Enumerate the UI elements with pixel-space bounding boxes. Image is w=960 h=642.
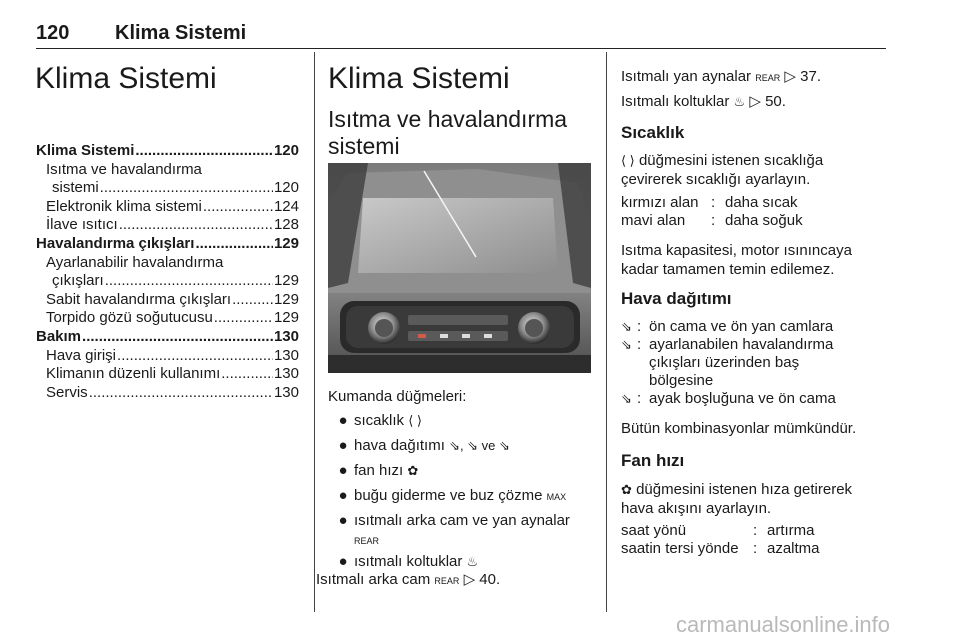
section-title: Klima Sistemi xyxy=(328,62,510,95)
page-ref-icon: ▷ xyxy=(784,68,796,85)
defrost-icon: MAX xyxy=(546,492,567,502)
list-item: ● fan hızı ✿ xyxy=(338,462,419,479)
footwell-airflow-icon: ⇘ xyxy=(621,391,632,406)
fan-speed-heading: Fan hızı xyxy=(621,451,685,470)
toc-entry[interactable]: Bakım ..... 130 xyxy=(36,328,299,347)
controls-intro: Kumanda düğmeleri: xyxy=(328,388,467,405)
rear-window-heater-icon: REAR xyxy=(354,536,380,546)
temperature-table xyxy=(621,194,881,230)
list-item: ● ısıtmalı koltuklar ♨ xyxy=(338,553,479,570)
climate-control-panel-photo xyxy=(328,163,591,373)
temperature-heading: Sıcaklık xyxy=(621,123,685,142)
fan-icon: ✿ xyxy=(621,482,632,497)
seats-ref: Isıtmalı koltuklar ♨ ▷ 50. xyxy=(621,93,786,110)
toc-entry[interactable]: Ayarlanabilir havalandırma xyxy=(46,253,224,271)
table-row: mavi alan : daha soğuk xyxy=(621,212,803,229)
mirrors-ref: Isıtmalı yan aynalar REAR ▷ 37. xyxy=(621,67,821,88)
subsection-title: Isıtma ve havalandırma sistemi xyxy=(328,106,568,159)
fan-icon: ✿ xyxy=(407,463,419,478)
list-item: ● sıcaklık ⟨ ⟩ xyxy=(338,412,422,429)
rear-window-heater-icon: REAR xyxy=(755,73,781,83)
toc-entry[interactable]: Klima Sistemi ..... 120 xyxy=(36,142,299,161)
heated-seat-icon: ♨ xyxy=(466,554,479,569)
toc-entry[interactable]: çıkışları ..... 129 xyxy=(36,272,299,291)
toc-entry[interactable]: Sabit havalandırma çıkışları ..... 129 xyxy=(36,291,299,310)
column-divider-2 xyxy=(606,52,607,612)
page-number: 120 xyxy=(36,22,70,44)
table-row: saatin tersi yönde : azaltma xyxy=(621,540,820,557)
toc-entry[interactable]: Klimanın düzenli kullanımı ..... 130 xyxy=(36,365,299,384)
temperature-icon: ⟨ ⟩ xyxy=(408,413,422,428)
toc-entry[interactable]: Torpido gözü soğutucusu ..... 129 xyxy=(36,309,299,328)
list-item: ● ısıtmalı arka cam ve yan aynalar REAR xyxy=(332,511,602,552)
controls-list xyxy=(332,411,602,577)
page-ref-icon: ▷ xyxy=(749,93,761,110)
heating-note: Isıtma kapasitesi, motor ısınıncaya kadar tamamen temin edilemez. xyxy=(621,242,852,278)
table-row: kırmızı alan : daha sıcak xyxy=(621,194,798,211)
air-distribution-table xyxy=(621,318,886,408)
heated-seat-icon: ♨ xyxy=(733,94,746,109)
air-distribution-heading: Hava dağıtımı xyxy=(621,289,732,308)
table-row: ⇘ : ayak boşluğuna ve ön cama xyxy=(621,390,836,407)
table-row: saat yönü : artırma xyxy=(621,522,815,539)
windscreen-airflow-icon: ⇘ xyxy=(621,319,632,334)
table-row: ⇘ : ayarlanabilen havalandırma çıkışları üzerinden baş bölgesine xyxy=(621,336,834,389)
combinations-note: Bütün kombinasyonlar mümkündür. xyxy=(621,420,857,437)
list-item: ● hava dağıtımı ⇘, ⇘ ve ⇘ xyxy=(338,437,510,454)
fan-speed-table xyxy=(621,522,886,558)
watermark: carmanualsonline.info xyxy=(676,612,891,637)
toc-entry[interactable]: Hava girişi ..... 130 xyxy=(36,347,299,366)
fan-speed-text: ✿ düğmesini istenen hıza getirerek hava akışını ayarlayın. xyxy=(621,481,853,517)
column-divider-1 xyxy=(314,52,315,612)
toc-entry[interactable]: Havalandırma çıkışları ..... 129 xyxy=(36,235,299,254)
temperature-icon: ⟨ ⟩ xyxy=(621,153,635,168)
toc-entry[interactable]: sistemi ..... 120 xyxy=(36,179,299,198)
toc-entry[interactable]: İlave ısıtıcı ..... 128 xyxy=(36,216,299,235)
table-of-contents xyxy=(36,142,299,402)
running-header: Klima Sistemi xyxy=(115,22,247,44)
air-distribution-icon: ⇘, ⇘ ve ⇘ xyxy=(449,438,510,453)
head-airflow-icon: ⇘ xyxy=(621,337,632,352)
temperature-text: ⟨ ⟩ düğmesini istenen sıcaklığa çevirerek sıcaklığı ayarlayın. xyxy=(621,152,824,188)
page-ref-icon: ▷ xyxy=(463,571,476,588)
toc-entry[interactable]: Servis ..... 130 xyxy=(36,384,299,403)
toc-entry[interactable]: Elektronik klima sistemi ..... 124 xyxy=(36,198,299,217)
toc-entry[interactable]: Isıtma ve havalandırma xyxy=(46,160,202,178)
header-rule xyxy=(36,48,886,49)
rear-window-heater-icon: REAR xyxy=(434,576,460,586)
list-item: ● buğu giderme ve buz çözme MAX xyxy=(332,486,602,511)
chapter-title: Klima Sistemi xyxy=(35,62,217,95)
table-row: ⇘ : ön cama ve ön yan camlara xyxy=(621,318,834,335)
rear-window-ref: Isıtmalı arka cam REAR ▷ 40. xyxy=(316,570,500,591)
